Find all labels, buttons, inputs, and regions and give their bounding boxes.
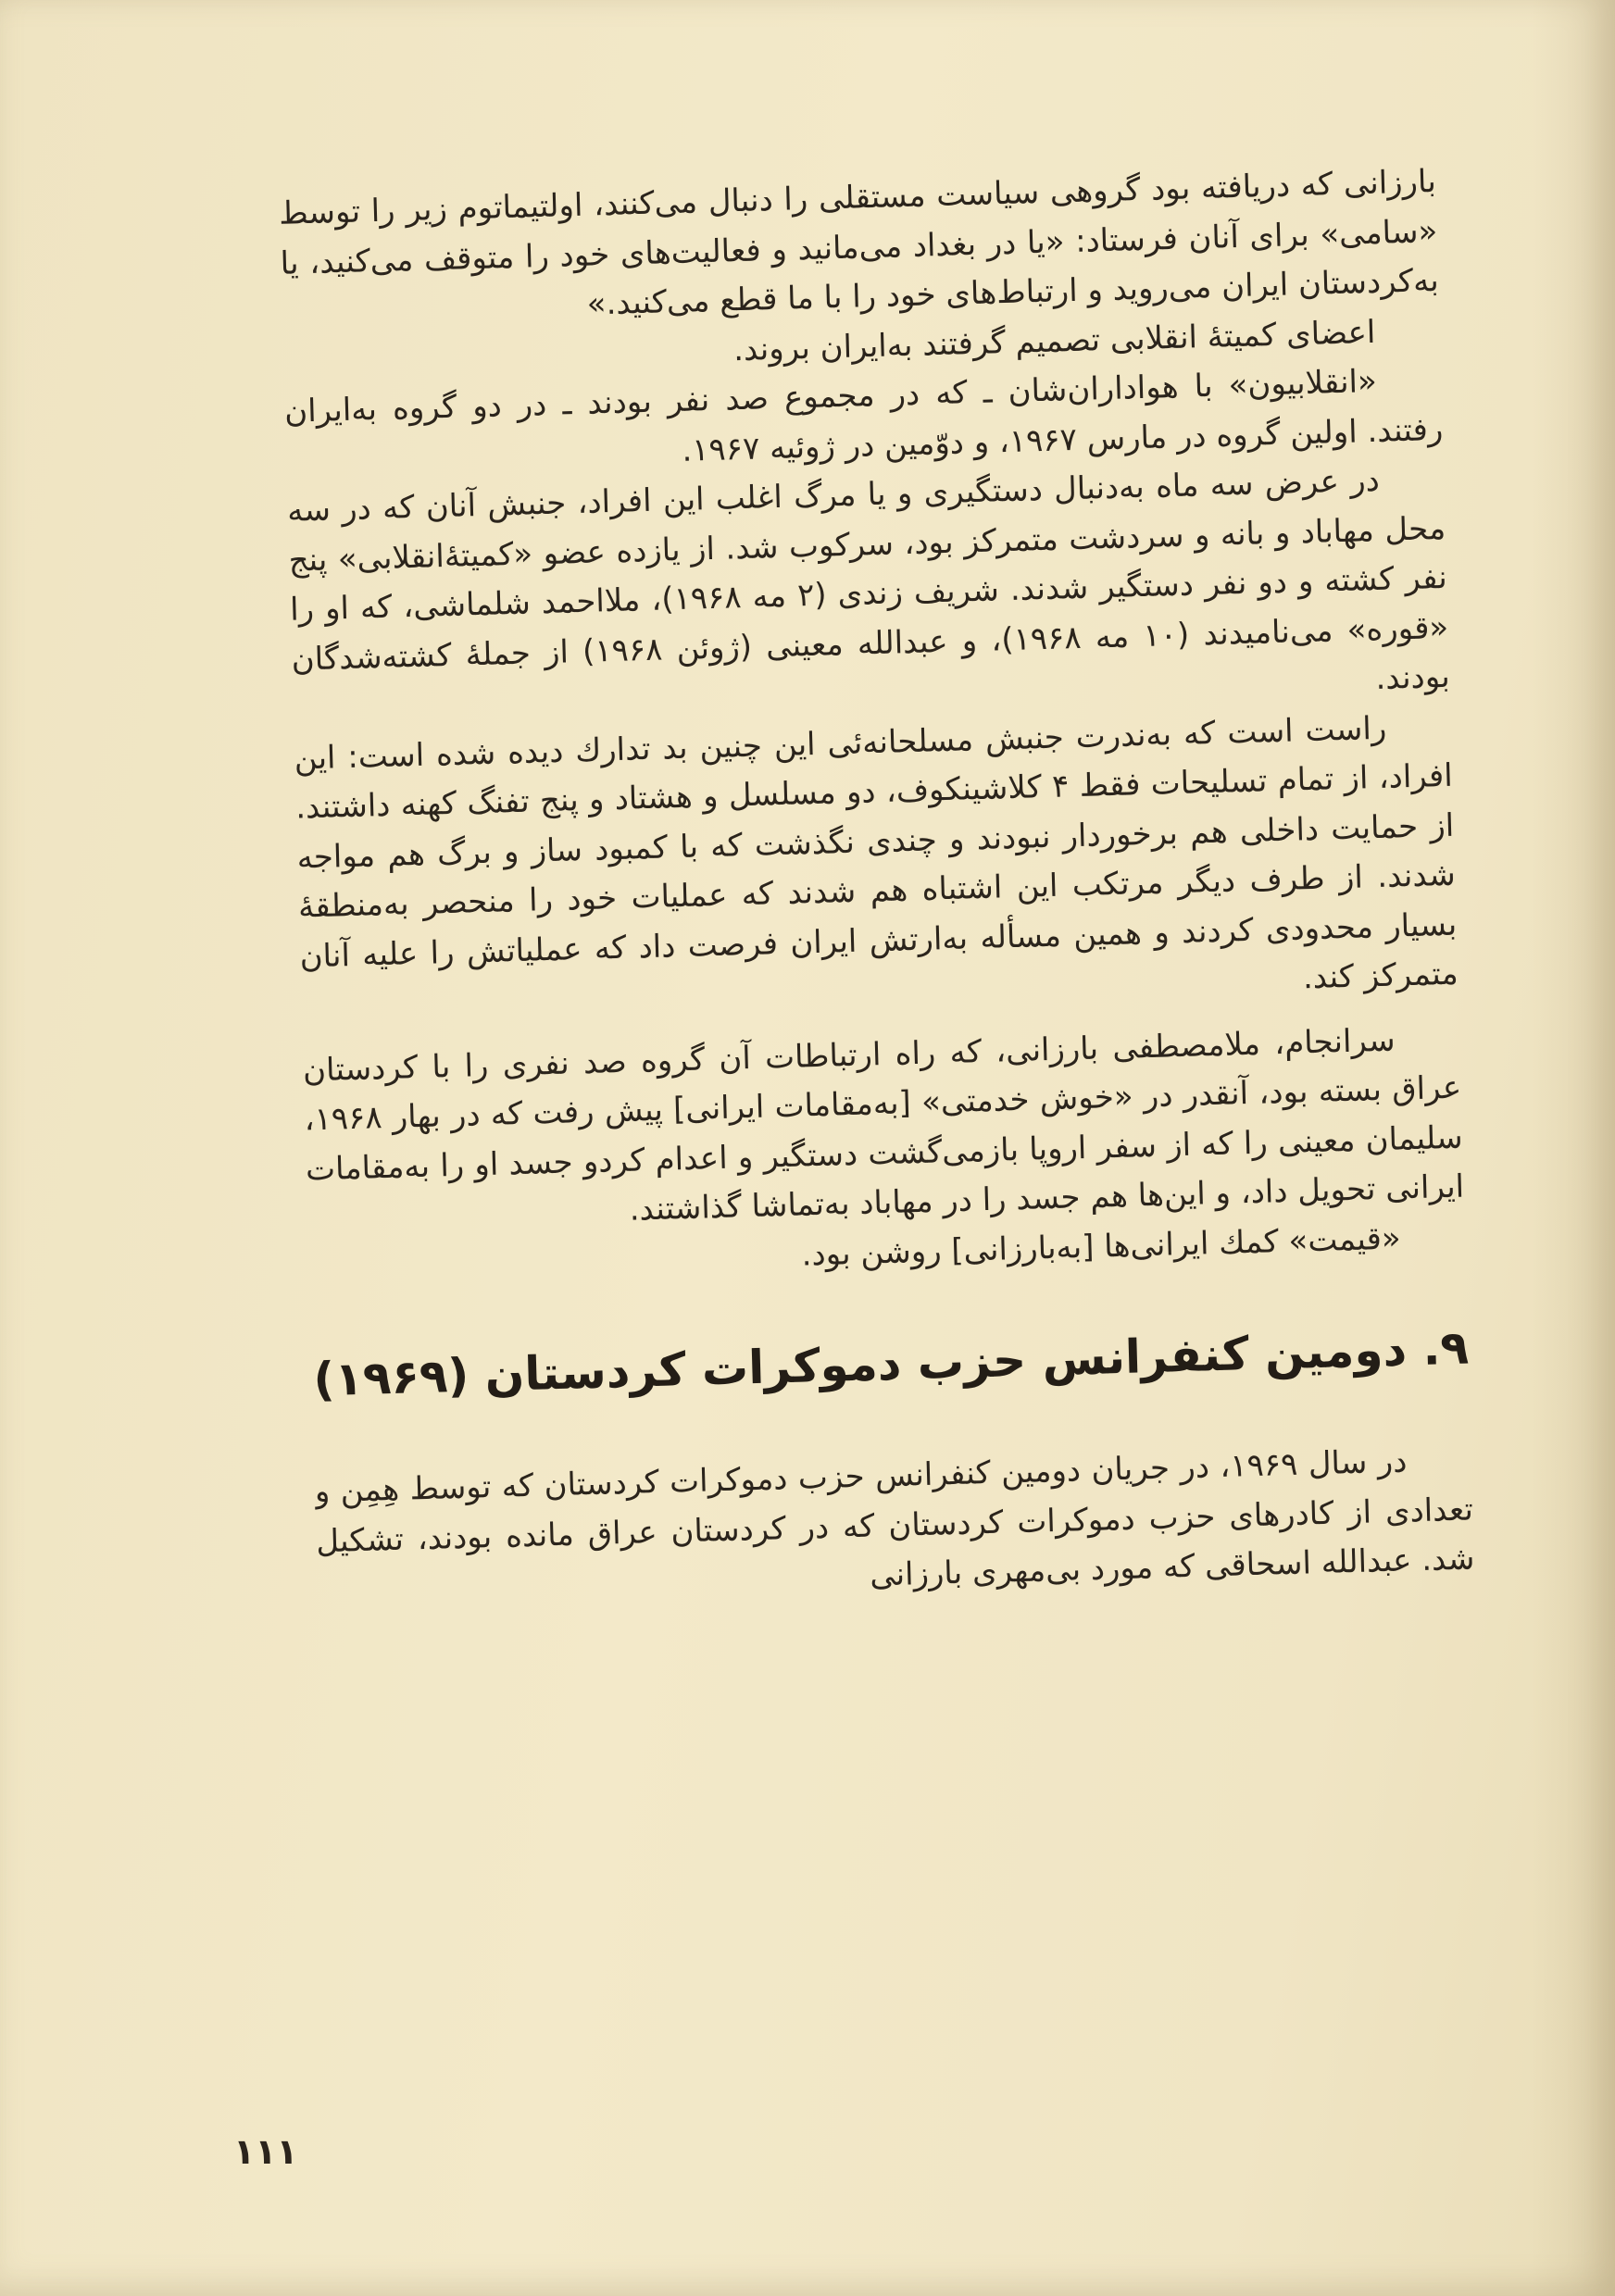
paragraph-price: «قیمت» کمك ایرانی‌ها [به‌بارزانی] روشن بود.	[801, 1219, 1402, 1274]
paragraph-poor-preparation: راست است که به‌ندرت جنبش مسلحانه‌ئی این چنین بد تدارك دیده شده است: این افراد، از تمام تسلیحات فقط ۴ کلاشینکوف، دو مسلسل و هشتاد و پنج تفنگ کهنه داشتند. از حمایت داخلی هم برخوردار نبودند و چندی نگذشت که با کمبود ساز و برگ هم مواجه شدند. از طرف دیگر مرتکب این اشتباه هم شدند که عملیات خود را منحصر به‌منطقهٔ بسیار محدودی کردند و همین مسأله به‌ارتش ایران فرصت داد که عملیاتش را علیه آنان متمرکز کند.	[294, 709, 1459, 997]
page-text	[278, 157, 1493, 2272]
paragraph-suppression: در عرض سه ماه به‌دنبال دستگیری و یا مرگ اغلب این افراد، جنبش آنان که در سه محل مهاباد و بانه و سردشت متمرکز بود، سرکوب شد. از یازده عضو «کمیتهٔ‌انقلابی» پنج نفر کشته و دو نفر دستگیر شدند. شریف زندی (۲ مه ۱۹۶۸)، ملااحمد شلماشی، که او را «قوره» می‌نامیدند (۱۰ مه ۱۹۶۸)، و عبدالله معینی (ژوئن ۱۹۶۸) از جملهٔ کشته‌شدگان بودند.	[286, 461, 1451, 698]
paragraph-committee-decision: اعضای کمیتهٔ انقلابی تصمیم گرفتند به‌ایران بروند.	[732, 313, 1376, 368]
page-number: ۱۱۱	[233, 2131, 298, 2172]
paragraph-second-conference: در سال ۱۹۶۹، در جریان دومین کنفرانس حزب دموکرات کردستان که توسط هِمِن و تعدادی از کادرهای حزب دموکرات کردستان که در کردستان عراق مانده بودند، تشکیل شد. عبدالله اسحاقی که مورد بی‌مهری بارزانی	[314, 1442, 1475, 1594]
section-heading: ۹. دومین کنفرانس حزب دموکرات کردستان (۱۹۶۹)	[312, 1320, 1470, 1407]
paragraph-ultimatum: بارزانی که دریافته بود گروهی سیاست مستقلی را دنبال می‌کنند، اولتیماتوم زیر را توسط «سامی» برای آنان فرستاد: «یا در بغداد می‌مانید و فعالیت‌های خود را متوقف می‌کنید، یا به‌کردستان ایران می‌روید و ارتباط‌های خود را با ما قطع می‌کنید.»	[278, 162, 1440, 323]
paragraph-revolutionaries: «انقلابیون» با هواداران‌شان ـ که در مجموع صد نفر بودند ـ در دو گروه به‌ایران رفتند. اولین گروه در مارس ۱۹۶۷، و دوّمین در ژوئیه ۱۹۶۷.	[283, 362, 1444, 469]
paragraph-barzani-service: سرانجام، ملامصطفی بارزانی، که راه ارتباطات آن گروه صد نفری را با کردستان عراق بسته بود، آنقدر در «خوش خدمتی» [به‌مقامات ایرانی] پیش رفت که در بهار ۱۹۶۸، سلیمان معینی را که از سفر اروپا بازمی‌گشت دستگیر و اعدام کردو جسد او را به‌مقامات ایرانی تحویل داد، و این‌ها هم جسد را در مهاباد به‌تماشا گذاشتند.	[302, 1021, 1465, 1229]
